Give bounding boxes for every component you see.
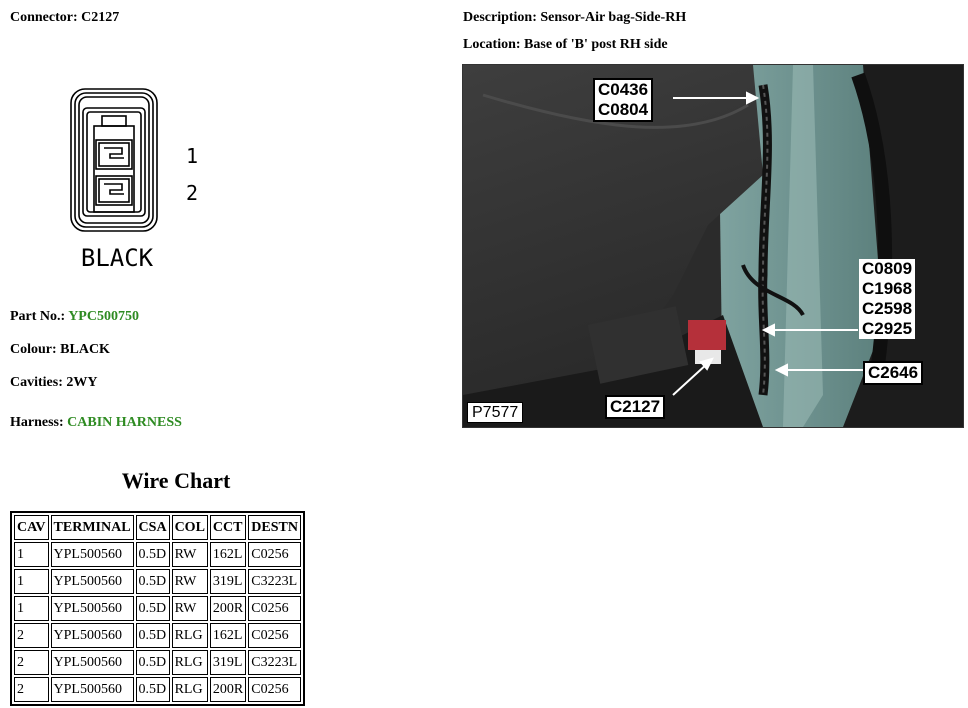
cell-destn: C0256 xyxy=(248,677,301,702)
pin-label-1: 1 xyxy=(186,144,199,168)
header-destn: DESTN xyxy=(248,515,301,540)
header-cct: CCT xyxy=(210,515,246,540)
cell-destn: C0256 xyxy=(248,542,301,567)
callout-c0809: C0809 xyxy=(862,259,913,278)
header-csa: CSA xyxy=(136,515,170,540)
cell-csa: 0.5D xyxy=(136,623,170,648)
part-number-link[interactable]: YPC500750 xyxy=(68,309,139,324)
cell-terminal: YPL500560 xyxy=(51,650,134,675)
cell-terminal: YPL500560 xyxy=(51,542,134,567)
table-row xyxy=(14,650,301,675)
callout-c2127: C2127 xyxy=(605,395,665,419)
cell-col: RLG xyxy=(172,677,208,702)
part-number-label: Part No.: xyxy=(10,309,69,324)
part-number xyxy=(10,309,139,325)
table-row xyxy=(14,596,301,621)
callout-c2646: C2646 xyxy=(863,361,923,385)
callout-c1968: C1968 xyxy=(862,279,913,298)
cell-terminal: YPL500560 xyxy=(51,569,134,594)
cell-col: RW xyxy=(172,542,208,567)
cell-destn: C3223L xyxy=(248,569,301,594)
cell-cct: 319L xyxy=(210,650,246,675)
table-row xyxy=(14,677,301,702)
harness-label: Harness: xyxy=(10,415,68,430)
cell-cav: 2 xyxy=(14,677,49,702)
connector-face-diagram xyxy=(58,86,208,276)
cell-cct: 319L xyxy=(210,569,246,594)
description: Description: Sensor-Air bag-Side-RH xyxy=(463,10,687,25)
callout-c0804: C0804 xyxy=(598,100,649,119)
cell-cct: 162L xyxy=(210,542,246,567)
cell-col: RLG xyxy=(172,623,208,648)
header-terminal: TERMINAL xyxy=(51,515,134,540)
cavities: Cavities: 2WY xyxy=(10,375,98,390)
cell-cav: 1 xyxy=(14,569,49,594)
wire-chart-table xyxy=(10,511,305,706)
location-photo xyxy=(462,64,964,428)
connector-color-label: BLACK xyxy=(80,244,154,272)
cell-cav: 1 xyxy=(14,542,49,567)
cell-col: RW xyxy=(172,569,208,594)
colour: Colour: BLACK xyxy=(10,342,110,357)
cell-destn: C3223L xyxy=(248,650,301,675)
cell-col: RLG xyxy=(172,650,208,675)
pin-label-2: 2 xyxy=(186,181,199,205)
cell-cct: 200R xyxy=(210,596,246,621)
cell-csa: 0.5D xyxy=(136,569,170,594)
cell-csa: 0.5D xyxy=(136,677,170,702)
cell-csa: 0.5D xyxy=(136,542,170,567)
wire-chart-title: Wire Chart xyxy=(121,468,231,493)
table-row xyxy=(14,569,301,594)
table-row xyxy=(14,623,301,648)
cell-cct: 162L xyxy=(210,623,246,648)
header-cav: CAV xyxy=(14,515,49,540)
callout-c2925: C2925 xyxy=(862,319,913,338)
cell-terminal: YPL500560 xyxy=(51,677,134,702)
cell-cav: 2 xyxy=(14,623,49,648)
table-header-row xyxy=(14,515,301,540)
location: Location: Base of 'B' post RH side xyxy=(463,37,668,52)
callout-c0436-c0804 xyxy=(593,78,653,122)
cell-cav: 2 xyxy=(14,650,49,675)
cell-col: RW xyxy=(172,596,208,621)
cell-destn: C0256 xyxy=(248,623,301,648)
cell-destn: C0256 xyxy=(248,596,301,621)
callout-c0436: C0436 xyxy=(598,80,649,99)
cell-terminal: YPL500560 xyxy=(51,596,134,621)
cell-csa: 0.5D xyxy=(136,596,170,621)
cell-cct: 200R xyxy=(210,677,246,702)
cell-cav: 1 xyxy=(14,596,49,621)
callout-right-stack xyxy=(859,259,915,339)
table-row xyxy=(14,542,301,567)
callout-c2598: C2598 xyxy=(862,299,913,318)
harness xyxy=(10,415,182,431)
harness-link[interactable]: CABIN HARNESS xyxy=(67,415,182,430)
connector-id: Connector: C2127 xyxy=(10,10,120,25)
header-col: COL xyxy=(172,515,208,540)
photo-code: P7577 xyxy=(467,402,523,423)
cell-terminal: YPL500560 xyxy=(51,623,134,648)
cell-csa: 0.5D xyxy=(136,650,170,675)
